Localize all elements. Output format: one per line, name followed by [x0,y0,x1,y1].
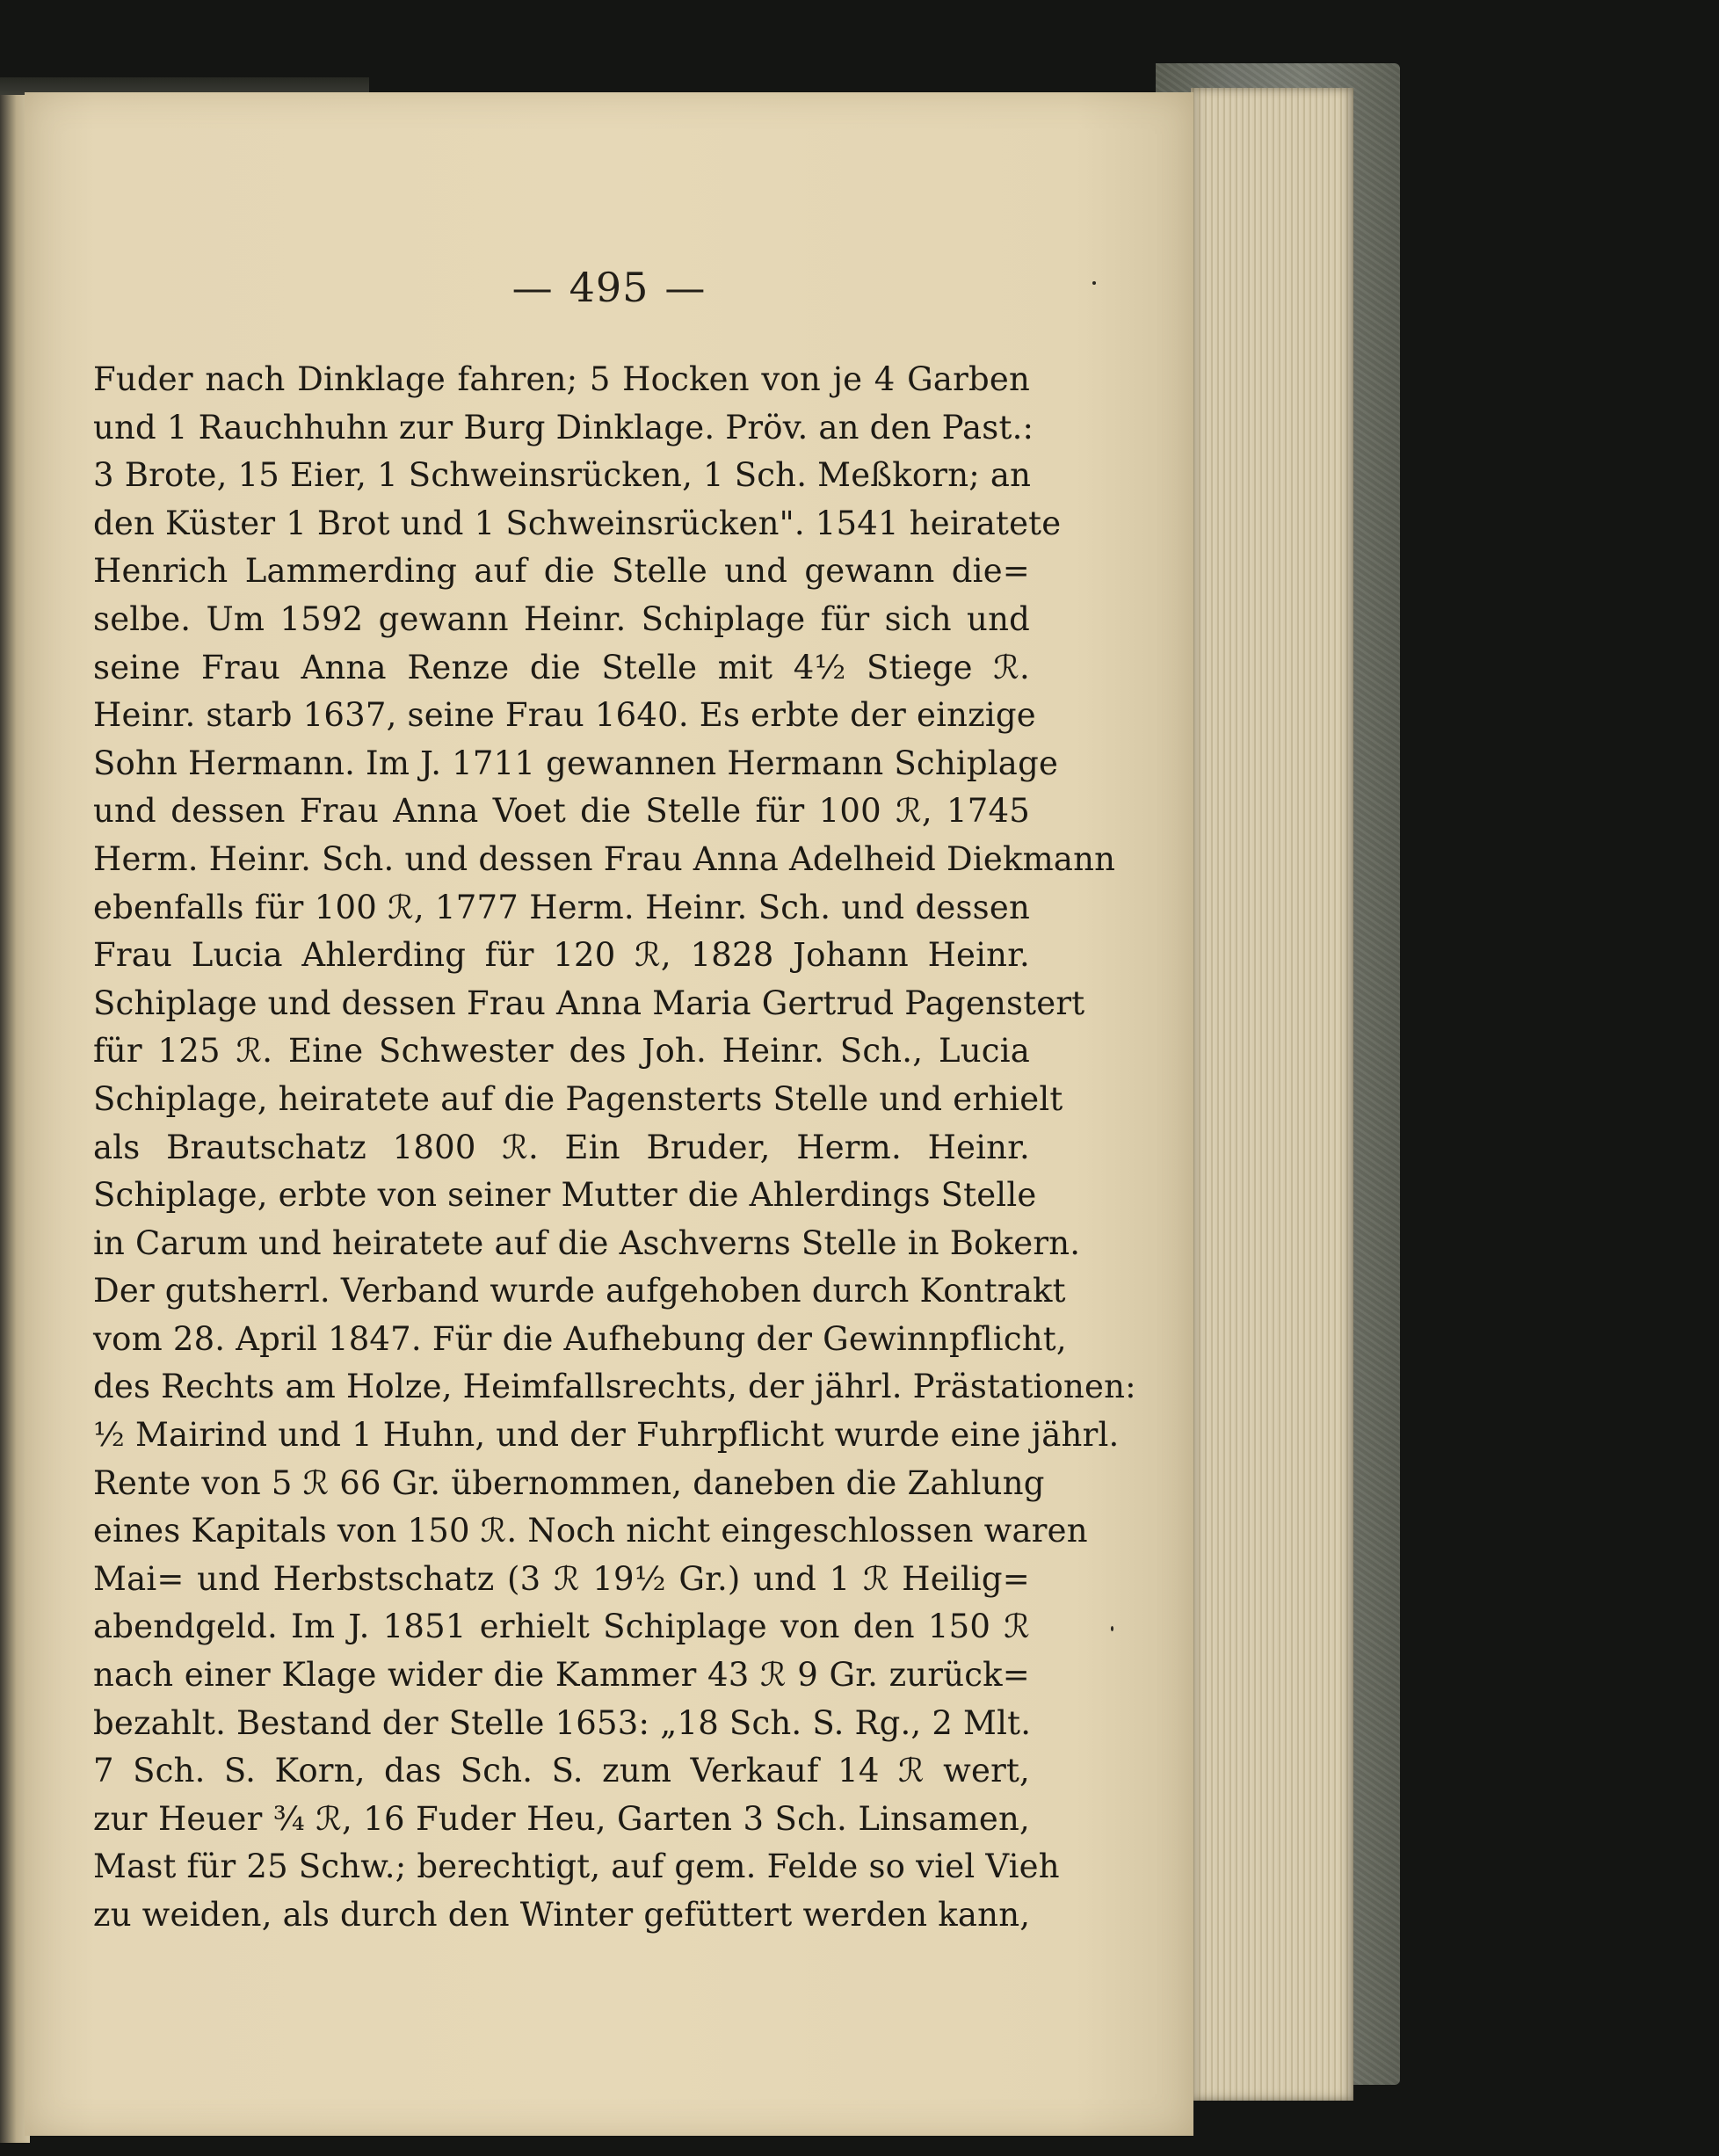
text-line: Rente von 5 ℛ 66 Gr. übernommen, daneben die Zahlung [93,1463,1045,1502]
body-text [93,356,1136,1940]
page-block-edges [1191,88,1353,2101]
text-line: Schiplage, heiratete auf die Pagensterts Stelle und erhielt [93,1079,1063,1118]
text-line: Mai= und Herbstschatz (3 ℛ 19½ Gr.) und 1 ℛ Heilig= [93,1559,1030,1598]
text-line: eines Kapitals von 150 ℛ. Noch nicht eingeschlossen waren [93,1512,1088,1550]
text-line: 7 Sch. S. Korn, das Sch. S. zum Verkauf 14 ℛ wert, [93,1752,1030,1790]
text-line: Fuder nach Dinklage fahren; 5 Hocken von je 4 Garben [93,360,1030,398]
text-line: ½ Mairind und 1 Huhn, und der Fuhrpflicht wurde eine jährl. [93,1416,1120,1455]
text-line: abendgeld. Im J. 1851 erhielt Schiplage von den 150 ℛ [93,1608,1030,1646]
text-line: Der gutsherrl. Verband wurde aufgehoben durch Kontrakt [93,1272,1066,1310]
text-line: Sohn Hermann. Im J. 1711 gewannen Hermann Schiplage [93,744,1059,782]
text-line: zu weiden, als durch den Winter gefüttert werden kann, [93,1896,1031,1934]
text-line: seine Frau Anna Renze die Stelle mit 4½ Stiege ℛ. [93,648,1030,686]
book-page [25,92,1193,2136]
text-line: bezahlt. Bestand der Stelle 1653: „18 Sch. S. Rg., 2 Mlt. [93,1703,1032,1742]
text-line: für 125 ℛ. Eine Schwester des Joh. Heinr. Sch., Lucia [93,1032,1030,1071]
text-line: Mast für 25 Schw.; berechtigt, auf gem. Felde so viel Vieh [93,1847,1060,1886]
text-line: vom 28. April 1847. Für die Aufhebung der Gewinnpflicht, [93,1319,1067,1358]
text-line: Heinr. starb 1637, seine Frau 1640. Es erbte der einzige [93,696,1036,735]
page-number: 495 [569,264,649,311]
text-line: als Brautschatz 1800 ℛ. Ein Bruder, Herm. Heinr. [93,1128,1030,1166]
text-line: Schiplage, erbte von seiner Mutter die Ahlerdings Stelle [93,1176,1037,1215]
text-line: 3 Brote, 15 Eier, 1 Schweinsrücken, 1 Sch. Meßkorn; an [93,456,1032,495]
text-line: ebenfalls für 100 ℛ, 1777 Herm. Heinr. Sch. und dessen [93,888,1030,926]
text-line: nach einer Klage wider die Kammer 43 ℛ 9 Gr. zurück= [93,1656,1030,1695]
running-head [25,264,1193,311]
text-line: den Küster 1 Brot und 1 Schweinsrücken". 1541 heiratete [93,504,1062,542]
text-line: zur Heuer ¾ ℛ, 16 Fuder Heu, Garten 3 Sch. Linsamen, [93,1799,1030,1838]
text-line: selbe. Um 1592 gewann Heinr. Schiplage für sich und [93,599,1030,638]
text-line: in Carum und heiratete auf die Aschverns Stelle in Bokern. [93,1223,1081,1262]
dust-speck [1111,1626,1113,1631]
text-line: des Rechts am Holze, Heimfallsrechts, der jährl. Prästationen: [93,1368,1136,1406]
text-line: Frau Lucia Ahlerding für 120 ℛ, 1828 Johann Heinr. [93,936,1030,975]
text-line: und dessen Frau Anna Voet die Stelle für 100 ℛ, 1745 [93,792,1030,831]
dash-left: — [511,264,554,311]
text-line: Henrich Lammerding auf die Stelle und gewann die= [93,552,1030,591]
text-line: und 1 Rauchhuhn zur Burg Dinklage. Pröv. an den Past.: [93,408,1034,446]
text-line: Schiplage und dessen Frau Anna Maria Gertrud Pagenstert [93,984,1085,1022]
dash-right: — [664,264,707,311]
text-line: Herm. Heinr. Sch. und dessen Frau Anna Adelheid Diekmann [93,839,1116,878]
